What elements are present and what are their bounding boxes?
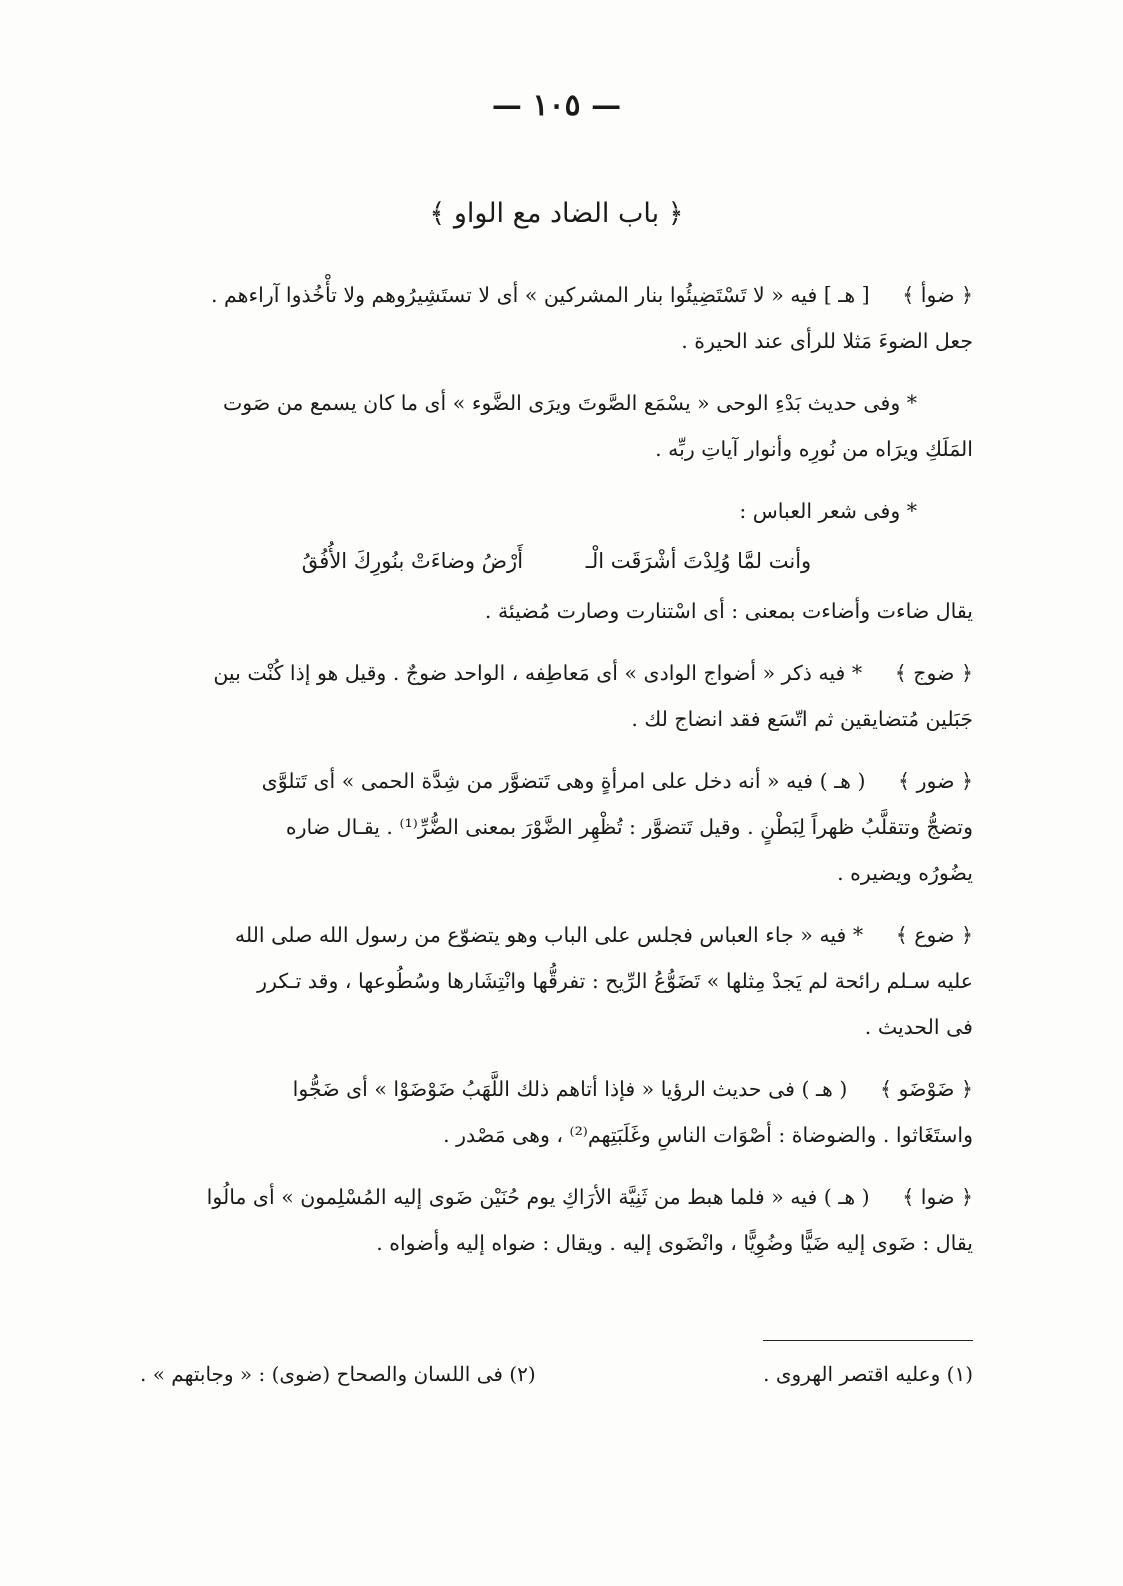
entry-line [140, 272, 973, 318]
entry-line [140, 758, 973, 804]
line-text: ( هـ ) فيه « أنه دخل على امرأةٍ وهى تَتضوَّر من شِدَّة الحمى » أى تَتلوَّى [261, 769, 866, 793]
entry-line: * وفى حديث بَدْءِ الوحى « يسْمَع الصَّوتَ ويرَى الضَّوء » أى ما كان يسمع من صَوت [223, 391, 917, 415]
headword: ﴿ ضور ﴾ [898, 769, 973, 793]
entry-line: يضُورُه ويضيره . [837, 861, 973, 885]
entry-line: فى الحديث . [864, 1015, 973, 1039]
headword: ﴿ ضوا ﴾ [902, 1185, 973, 1209]
verse-hemistich-second: أَرْضُ وضاءَتْ بنُورِكَ الأُفُقُ [301, 549, 524, 573]
entry-line [140, 912, 973, 958]
entry-abbas-poem [140, 488, 973, 634]
entry-line: واستَغَاثوا . والضوضاة : أصْوَات الناسِ وغَلَبَتِهم⁽²⁾ ، وهى مَصْدر . [443, 1123, 973, 1147]
poem-verse [140, 534, 973, 588]
entry-dwj [140, 650, 973, 742]
entry-line: جعل الضوءَ مَثلا للرأى عند الحيرة . [681, 329, 973, 353]
entry-line [140, 650, 973, 696]
entry-line: * وفى شعر العباس : [739, 499, 917, 523]
entry-line [140, 1174, 973, 1220]
line-text: [ هـ ] فيه « لا تَسْتَضِيئُوا بنار المشركين » أى لا تستَشِيرُوهم ولا تأْخُذوا آراءهم . [211, 283, 870, 307]
line-text: ( هـ ) فيه « فلما هبط من ثَنِيَّة الأرَاكِ يوم حُنَيْن ضَوى إليه المُسْلِمون » أى مالُوا [206, 1185, 870, 1209]
page-number: — ١٠٥ — [491, 88, 622, 123]
line-text: * فيه « جاء العباس فجلس على الباب وهو يتضوّع من رسول الله صلى الله [234, 923, 864, 947]
headword: ﴿ ضوأ ﴾ [902, 283, 973, 307]
footnote-divider [763, 1340, 973, 1341]
headword: ﴿ ضَوْضَو ﴾ [879, 1077, 973, 1101]
entry-line: يقال ضاءت وأضاءت بمعنى : أى اسْتنارت وصارت مُضيئة . [484, 599, 973, 623]
entry-dwa [140, 272, 973, 364]
entry-line: جَبَلين مُتضايقين ثم اتّسَع فقد انضاج لك . [631, 707, 973, 731]
entry-dwa3 [140, 912, 973, 1050]
footnote-2: (٢) فى اللسان والصحاح (ضوى) : « وجابتهم » . [140, 1362, 536, 1386]
footnote-1: (١) وعليه اقتصر الهروى . [763, 1362, 973, 1386]
entry-line: عليه سـلم رائحة لم يَجدْ مِثلها » تَضَوُّعُ الرِّيح : تفرقُّها وانْتِشَارها وسُطُوعها ، وقد تـكرر [257, 969, 973, 993]
verse-hemistich-first: وأنت لمَّا وُلِدْتَ أشْرَقَت الْـ [585, 549, 812, 573]
footnotes [140, 1362, 973, 1386]
entry-dwa-final [140, 1174, 973, 1266]
headword: ﴿ ضوج ﴾ [894, 661, 973, 685]
entry-line: المَلَكِ ويرَاه من نُورِه وأنوار آياتِ ربِّه . [655, 437, 973, 461]
entry-wahy [140, 380, 973, 472]
headword: ﴿ ضوع ﴾ [895, 923, 973, 947]
chapter-title: ﴿ باب الضاد مع الواو ﴾ [429, 198, 684, 229]
entry-dawdaw [140, 1066, 973, 1158]
page [140, 0, 973, 1586]
entry-line [140, 1066, 973, 1112]
line-text: * فيه ذكر « أضواج الوادى » أى مَعاطِفه ، الواحد ضوجٌ . وقيل هو إذا كُنْت بين [213, 661, 863, 685]
entry-line: يقال : ضَوى إليه ضَيًّا وضُوِيًّا ، وانْضَوى إليه . ويقال : ضواه إليه وأضواه . [376, 1231, 973, 1255]
entry-dwr [140, 758, 973, 896]
line-text: ( هـ ) فى حديث الرؤيا « فإذا أتاهم ذلك اللَّهَبُ ضَوْضَوْا » أى ضَجُّوا [292, 1077, 848, 1101]
body-text [140, 272, 973, 1282]
entry-line: وتضجُّ وتتقلَّبُ ظهراً لِبَطْنٍ . وقيل تَتضوَّر : تُظْهِر الضَّوْرَ بمعنى الضُّرِّ⁽¹⁾ . يقـال ضاره [285, 815, 973, 839]
